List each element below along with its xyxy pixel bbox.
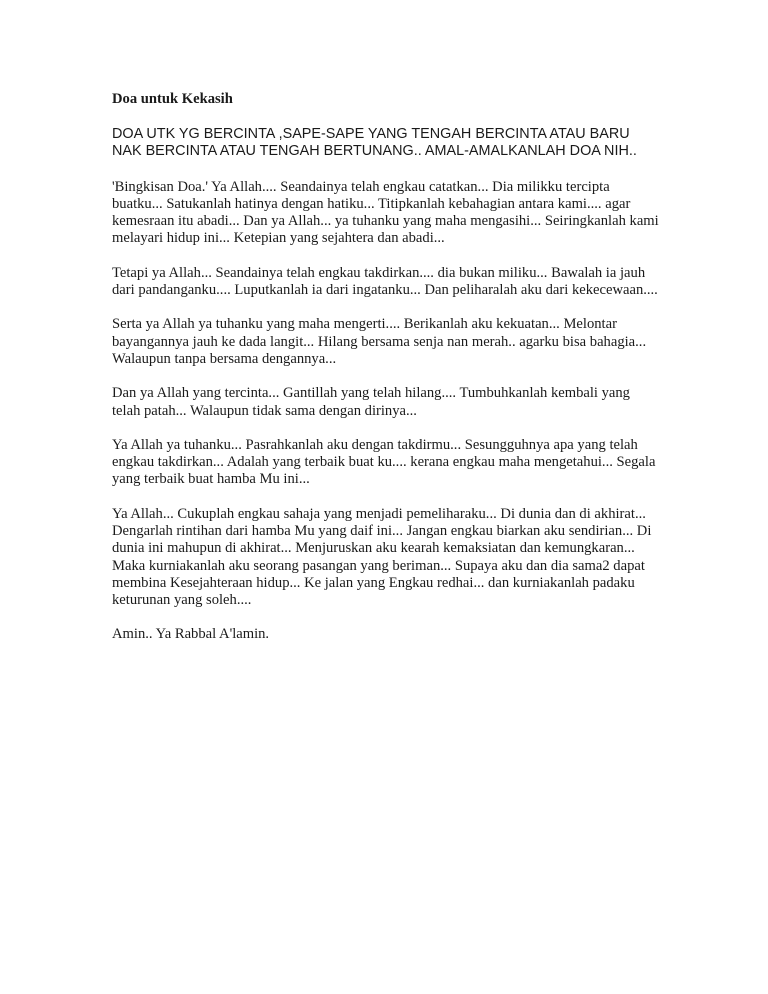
paragraph: Tetapi ya Allah... Seandainya telah engkau takdirkan.... dia bukan miliku... Bawalah ia jauh dari pandanganku.... Luputkanlah ia dari ingatanku... Dan peliharalah aku dari kekecewaan.... xyxy=(112,264,658,298)
paragraph: Ya Allah... Cukuplah engkau sahaja yang menjadi pemeliharaku... Di dunia dan di akhirat... Dengarlah rintihan dari hamba Mu yang daif ini... Jangan engkau biarkan aku sendirian... Di dunia ini mahupun di akhirat... Menjuruskan aku kearah kemaksiatan dan kemungkaran... Maka kurniakanlah aku seorang pasangan yang beriman... Supaya aku dan dia sama2 dapat membina Kesejahteraan hidup... Ke jalan yang Engkau redhai... dan kurniakanlah padaku keturunan yang soleh.... xyxy=(112,505,652,608)
paragraph: Dan ya Allah yang tercinta... Gantillah yang telah hilang.... Tumbuhkanlah kembali yang telah patah... Walaupun tidak sama dengan dirinya... xyxy=(112,385,630,419)
closing-line: Amin.. Ya Rabbal A'lamin. xyxy=(112,626,270,643)
intro-paragraph: DOA UTK YG BERCINTA ,SAPE-SAPE YANG TENGAH BERCINTA ATAU BARU NAK BERCINTA ATAU TENGAH BERTUNANG.. AMAL-AMALKANLAH DOA NIH.. xyxy=(112,126,637,160)
paragraph: Serta ya Allah ya tuhanku yang maha mengerti.... Berikanlah aku kekuatan... Melontar bayangannya jauh ke dada langit... Hilang bersama senja nan merah.. agarku bisa bahagia... Walaupun tanpa bersama dengannya... xyxy=(112,316,647,367)
document-body xyxy=(112,91,660,661)
paragraph: 'Bingkisan Doa.' Ya Allah.... Seandainya telah engkau catatkan... Dia milikku tercipta buatku... Satukanlah hatinya dengan hatiku... Titipkanlah kebahagian antara kami.... agar kemesraan itu abadi... Dan ya Allah... ya tuhanku yang maha mengasihi... Seiringkanlah kami melayari hidup ini... Ketepian yang sejahtera dan abadi... xyxy=(112,178,659,247)
document-title: Doa untuk Kekasih xyxy=(112,91,233,107)
paragraph: Ya Allah ya tuhanku... Pasrahkanlah aku dengan takdirmu... Sesungguhnya apa yang telah engkau takdirkan... Adalah yang terbaik buat ku.... kerana engkau maha mengetahui... Segala yang terbaik buat hamba Mu ini... xyxy=(112,437,656,488)
